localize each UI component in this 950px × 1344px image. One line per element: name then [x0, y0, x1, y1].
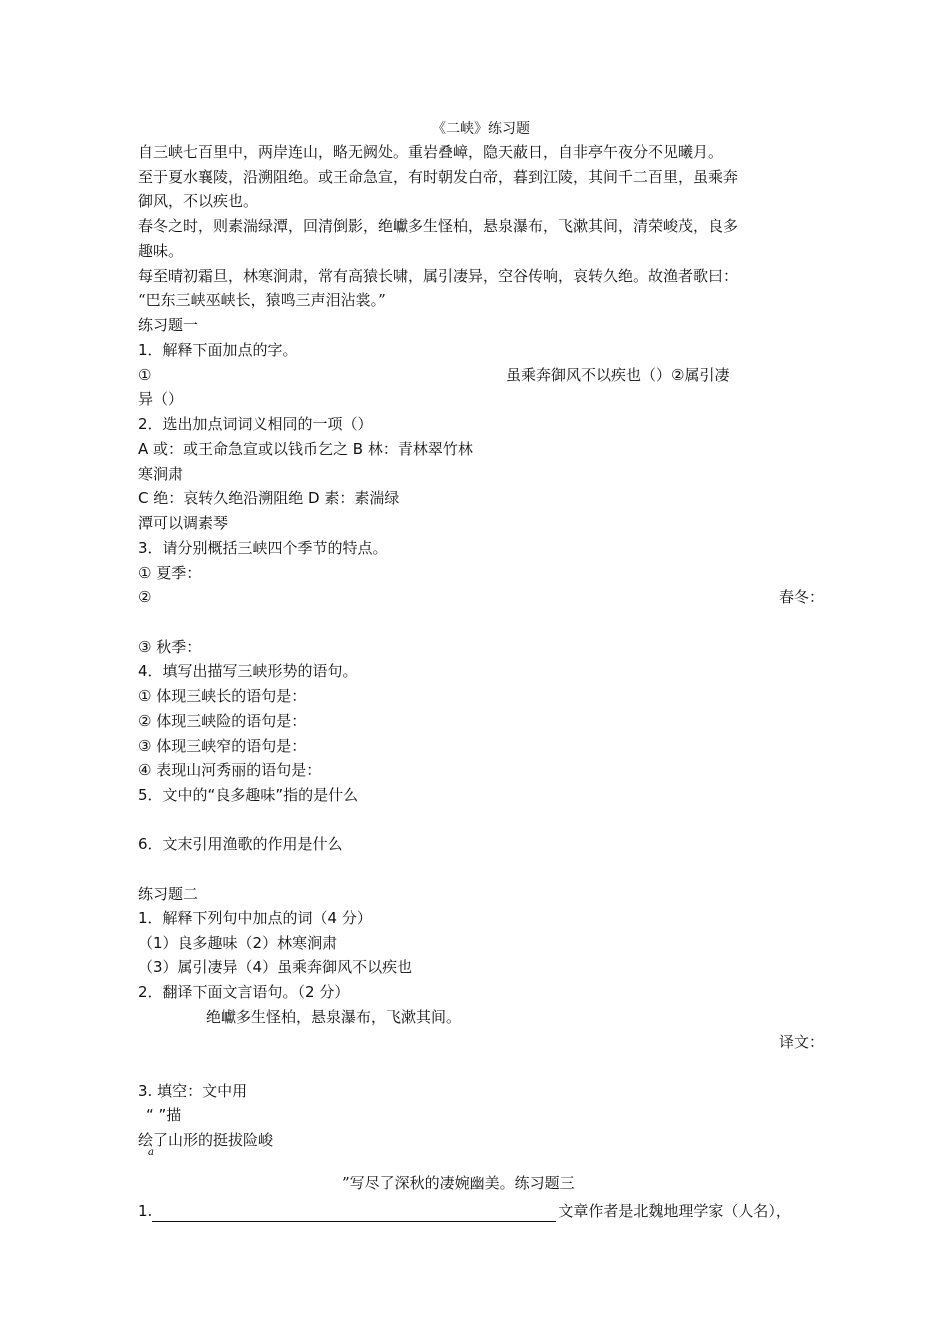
ex1-question-3: 3．请分别概括三峡四个季节的特点。	[138, 539, 388, 557]
ex1-question-1-line	[138, 364, 824, 386]
ex2-question-1-b: （3）属引凄异（4）虽乘奔御风不以疾也	[138, 958, 413, 976]
ex2-question-3-cont: 绘了山形的挺拔险峻	[138, 1131, 274, 1149]
ex2-question-2: 2．翻译下面文言语句。（2 分）	[138, 983, 350, 1001]
ex1-question-2: 2．选出加点词词义相同的一项（）	[138, 415, 373, 433]
ex3-question-1-number: 1.	[138, 1202, 153, 1220]
ex2-question-1: 1．解释下列句中加点的词（4 分）	[138, 909, 372, 927]
passage-line-2: 至于夏水襄陵，沿溯阻绝。或王命急宣，有时朝发白帝，暮到江陵，其间千二百里，虽乘奔	[138, 168, 739, 186]
circled-two: ②	[138, 588, 152, 606]
ex1-question-5: 5．文中的“良多趣味”指的是什么	[138, 786, 359, 804]
passage-line-5: 趣味。	[138, 242, 184, 260]
ex1-question-2-cd-cont: 潭可以调素琴	[138, 514, 229, 532]
ex2-question-3: 3. 填空：文中用	[138, 1082, 248, 1100]
ex2-question-2-translation: 译文：	[778, 1033, 824, 1051]
ex2-question-3-mark: a	[148, 1147, 154, 1158]
circled-one: ①	[138, 366, 152, 384]
answer-blank[interactable]	[152, 1205, 556, 1222]
ex1-question-1-item: 虽乘奔御风不以疾也（）②属引凄	[506, 366, 730, 384]
ex2-question-2-sentence: 绝巘多生怪柏，悬泉瀑布，飞漱其间。	[206, 1008, 462, 1026]
ex2-question-3-quote: “ ”描	[146, 1106, 182, 1124]
ex1-question-2-cd: C 绝：哀转久绝沿溯阻绝 D 素：素湍绿	[138, 489, 400, 507]
ex1-question-2-ab: A 或：或王命急宣或以钱币乞之 B 林：青林翠竹林	[138, 440, 473, 458]
ex1-question-4-item-1: ① 体现三峡长的语句是：	[138, 687, 307, 705]
ex2-question-1-a: （1）良多趣味（2）林寒涧肃	[138, 934, 338, 952]
ex1-question-2-ab-cont: 寒涧肃	[138, 465, 184, 483]
passage-line-6: 每至晴初霜旦，林寒涧肃，常有高猿长啸，属引凄异，空谷传响，哀转久绝。故渔者歌曰：	[138, 267, 739, 285]
exercise-two-heading: 练习题二	[138, 885, 199, 903]
ex1-question-4: 4．填写出描写三峡形势的语句。	[138, 662, 358, 680]
exercise-one-heading: 练习题一	[138, 316, 199, 334]
passage-line-1: 自三峡七百里中，两岸连山，略无阙处。重岩叠嶂，隐天蔽日，自非亭午夜分不见曦月。	[138, 143, 724, 161]
ex3-question-1	[138, 1200, 824, 1222]
ex1-question-4-item-3: ③ 体现三峡窄的语句是：	[138, 737, 307, 755]
ex1-question-3-autumn: ③ 秋季：	[138, 638, 202, 656]
ex1-question-4-item-4: ④ 表现山河秀丽的语句是：	[138, 761, 322, 779]
ex1-question-3-summer: ① 夏季：	[138, 564, 202, 582]
passage-line-4: 春冬之时，则素湍绿潭，回清倒影，绝巘多生怪柏，悬泉瀑布，飞漱其间，清荣峻茂，良多	[138, 217, 739, 235]
ex3-question-1-text: 文章作者是北魏地理学家（人名），	[558, 1202, 791, 1220]
ex2-question-3-end: ”写尽了深秋的凄婉幽美。练习题三	[342, 1174, 575, 1192]
ex1-question-3-spring-winter: 春冬：	[778, 588, 824, 606]
page-title: 《二峡》练习题	[432, 121, 530, 137]
ex1-question-1: 1．解释下面加点的字。	[138, 341, 298, 359]
passage-line-3: 御风，不以疾也。	[138, 192, 259, 210]
passage-line-7: “巴东三峡巫峡长，猿鸣三声泪沾裳。”	[138, 291, 386, 309]
ex1-question-1-cont: 异（）	[138, 390, 184, 408]
ex1-question-6: 6．文末引用渔歌的作用是什么	[138, 835, 343, 853]
ex1-question-4-item-2: ② 体现三峡险的语句是：	[138, 712, 307, 730]
ex1-question-3-line-2	[138, 586, 824, 608]
